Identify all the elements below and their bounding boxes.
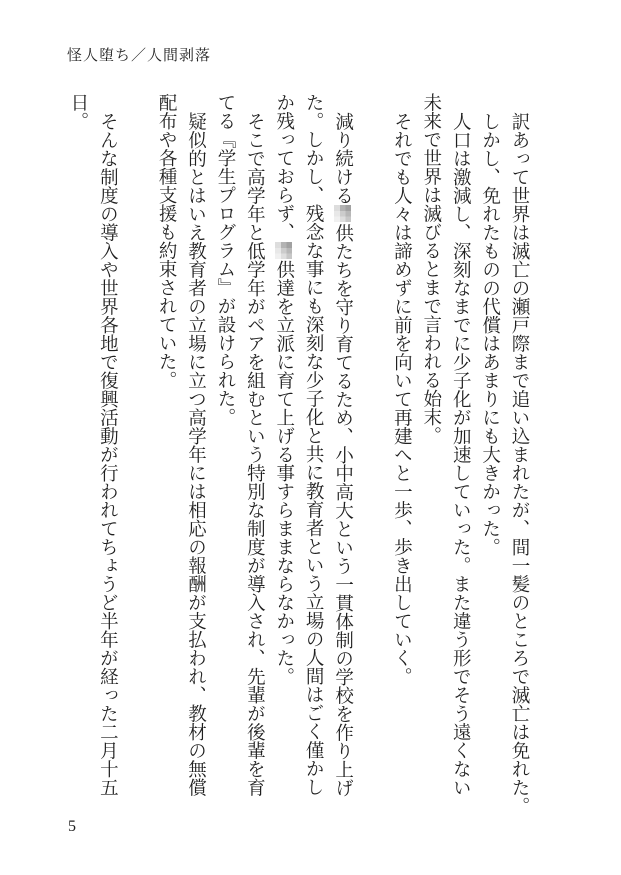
- text-column: てる『学生プログラム』が設けられた。: [214, 93, 235, 426]
- page-header-title: 怪人堕ち／人間剥落: [67, 48, 212, 64]
- text-column: 日。: [67, 93, 88, 130]
- text-column: それでも人々は諦めずに前を向いて再建へと一歩、歩き出していく。: [391, 111, 412, 685]
- body-text-block: [63, 93, 534, 820]
- text-column: そんな制度の導入や世界各地で復興活動が行われてちょうど半年が経った二月十五: [97, 111, 118, 796]
- text-column: た。しかし、残念な事にも深刻な少子化と共に教育者という立場の人間はごく僅かし: [303, 93, 324, 796]
- text-column: そこで高学年と低学年がペアを組むという特別な制度が導入され、先輩が後輩を育: [244, 111, 265, 796]
- censored-mosaic-block: [275, 242, 292, 259]
- paragraph-gap-column: [357, 93, 386, 820]
- text-column: 配布や各種支援も約束されていた。: [156, 93, 177, 389]
- page-number: 5: [68, 818, 76, 835]
- paragraph-gap-column: [121, 93, 150, 820]
- text-column: 訳あって世界は滅亡の瀬戸際まで追い込まれたが、間一髪のところで滅亡は免れた。: [509, 111, 529, 815]
- text-column: しかし、免れたものの代償はあまりにも大きかった。: [479, 111, 500, 556]
- text-column: 人口は激減し、深刻なまでに少子化が加速していった。また違う形でそう遠くない: [450, 111, 471, 796]
- text-column: 未来で世界は滅びるとまで言われる始末。: [420, 93, 441, 445]
- text-column: 減り続ける供たちを守り育てるため、小中高大という一貫体制の学校を作り上げ: [332, 111, 353, 797]
- censored-mosaic-block: [334, 205, 351, 222]
- text-column: か残っておらず、供達を立派に育て上げる事すらままならなかった。: [273, 93, 294, 686]
- text-column: 疑似的とはいえ教育者の立場に立つ高学年には相応の報酬が支払われ、教材の無償: [185, 111, 206, 796]
